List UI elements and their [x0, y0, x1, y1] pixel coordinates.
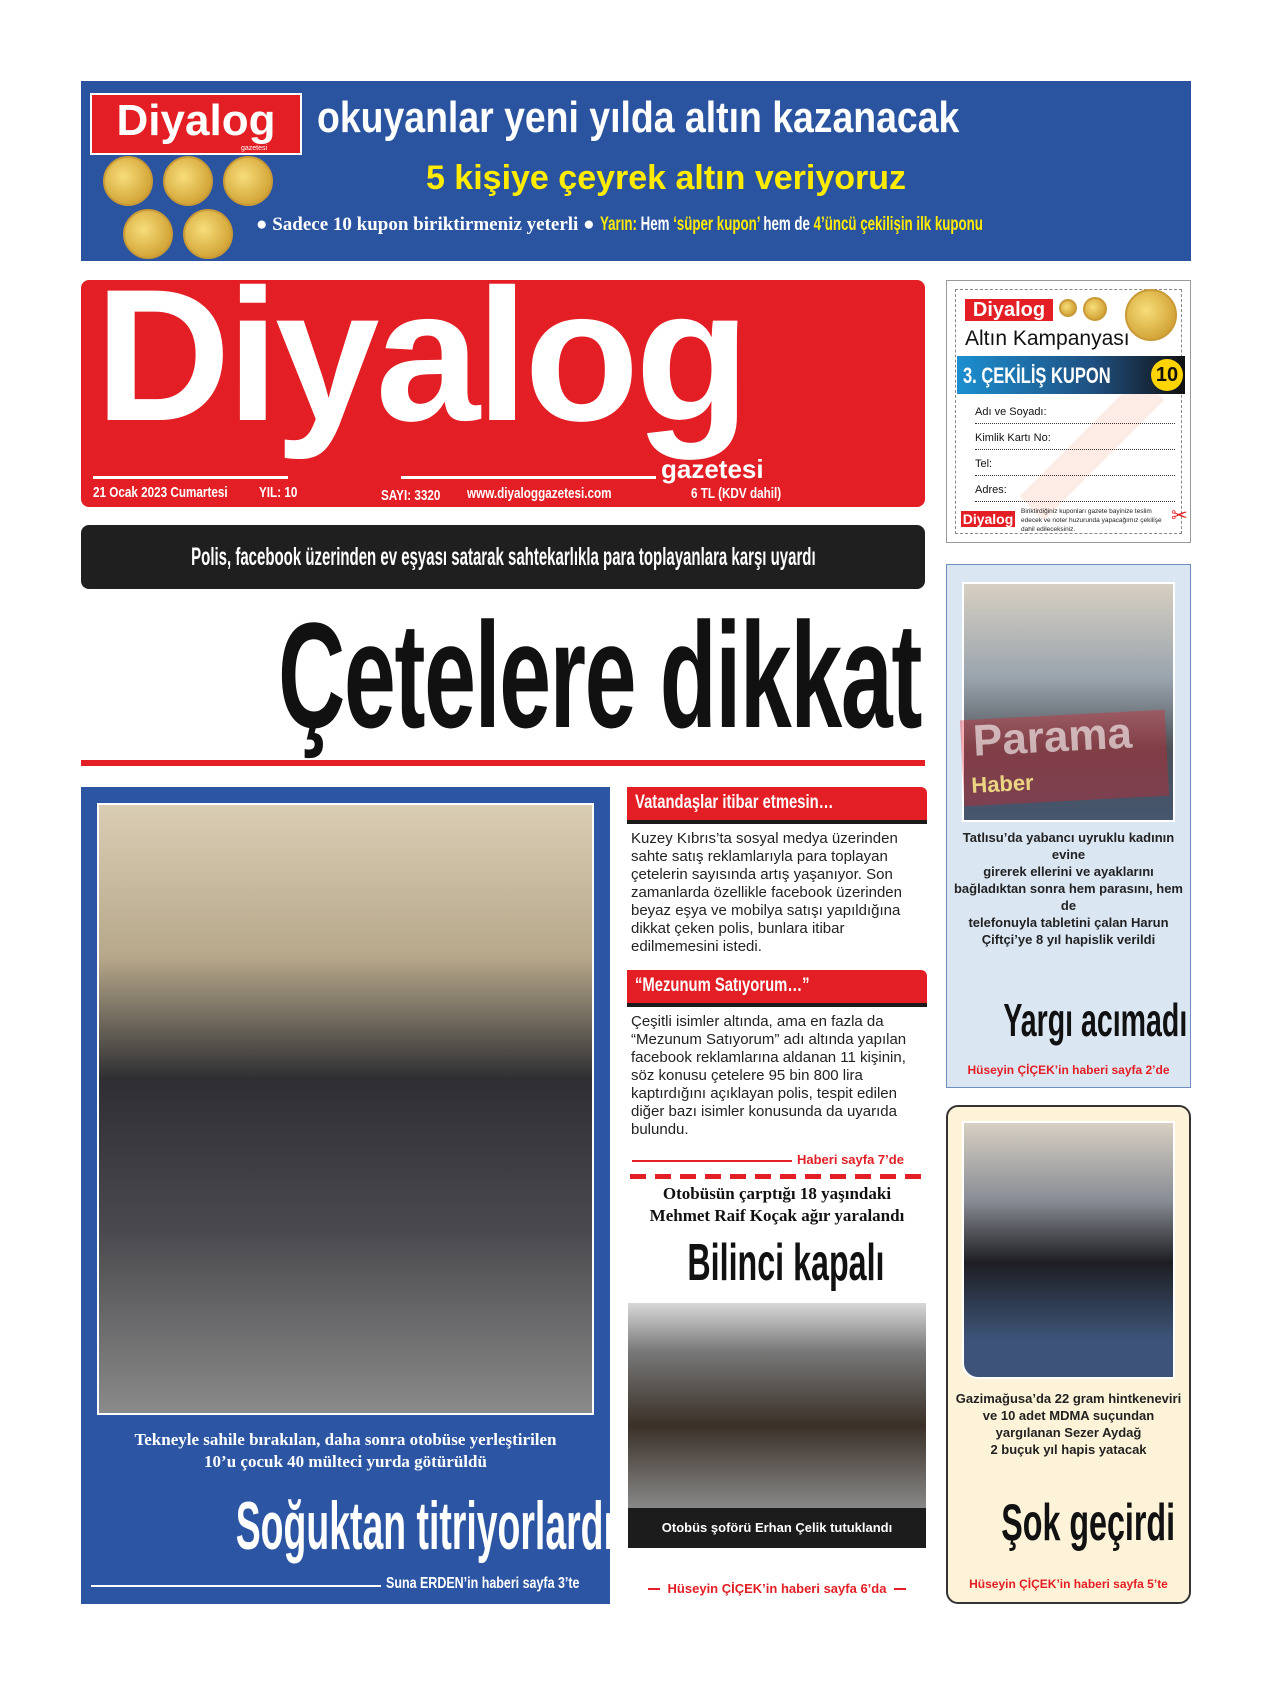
section-header: [627, 970, 927, 1003]
refugees-caption-line: Tekneyle sahile bırakılan, daha sonra otobüse yerleştirilen: [134, 1430, 557, 1449]
divider: [401, 476, 656, 479]
banner-logo-sub: gazetesi: [241, 145, 268, 152]
masthead-gazetesi: gazetesi: [661, 454, 764, 484]
masthead: [81, 280, 925, 507]
refugees-more-link[interactable]: Suna ERDEN’in haberi sayfa 3’te: [386, 1575, 580, 1592]
gold-coin-icon: [1059, 299, 1077, 317]
banner-info-tomorrow: [600, 214, 983, 236]
shock-headline: Şok geçirdi: [1001, 1494, 1176, 1552]
watermark-sub: Haber: [970, 769, 1035, 798]
banner-title: okuyanlar yeni yılda altın kazanacak: [317, 93, 960, 142]
verdict-caption-line: Tatlısu’da yabancı uyruklu kadının evine: [962, 830, 1175, 862]
verdict-headline: Yargı acımadı: [1003, 994, 1188, 1046]
verdict-caption-line: bağladıktan sonra hem parasını, hem de: [953, 881, 1183, 913]
bus-more: [627, 1580, 927, 1598]
promo-banner: [81, 81, 1191, 261]
coupon-note: Biriktirdiğiniz kuponları gazete bayinize teslim edecek ve noter huzurunda yapacağımız çekilişe dahil edileceksiniz.: [1021, 508, 1162, 533]
lead-kicker: Polis, facebook üzerinden ev eşyası satarak sahtekarlıkla para toplayanlara karşı uyardı: [190, 542, 816, 571]
bus-headline: Bilinci kapalı: [687, 1234, 885, 1292]
divider: [894, 1588, 906, 1590]
gold-coin-icon: [223, 156, 273, 206]
shock-caption-line: 2 buçuk yıl hapis yatacak: [990, 1442, 1147, 1457]
banner-text: ‘süper kupon’: [673, 214, 760, 235]
banner-text: hem de: [763, 214, 810, 235]
banner-info-white: ● Sadece 10 kupon biriktirmeniz yeterli ●: [256, 214, 595, 235]
coupon-footer-logo: Diyalog: [959, 509, 1017, 529]
verdict-story: [946, 564, 1191, 1088]
issue-date: 21 Ocak 2023 Cumartesi: [93, 484, 228, 501]
gold-coin-icon: [1125, 289, 1177, 341]
shock-caption: [952, 1390, 1185, 1458]
website-link[interactable]: www.diyaloggazetesi.com: [467, 485, 612, 502]
bus-photo: [628, 1303, 926, 1548]
shock-more: [948, 1575, 1189, 1593]
gold-coin-icon: [123, 209, 173, 259]
coupon-field-phone[interactable]: Tel:: [975, 453, 1175, 476]
shock-more-link[interactable]: Hüseyin ÇİÇEK’in haberi sayfa 5’te: [969, 1577, 1168, 1591]
coupon-title: 3. ÇEKİLİŞ KUPON: [963, 363, 1111, 388]
bus-photo-caption-bar: [628, 1508, 926, 1548]
section-title: “Mezunum Satıyorum…”: [635, 975, 810, 996]
verdict-caption: [952, 829, 1185, 948]
divider: [648, 1588, 660, 1590]
shock-story: [946, 1105, 1191, 1604]
refugees-photo: [97, 803, 594, 1415]
watermark-text: Parama: [971, 708, 1134, 766]
coupon-number: 10: [1151, 359, 1183, 391]
verdict-caption-line: telefonuyla tabletini çalan Harun: [968, 915, 1169, 930]
shock-photo: [962, 1121, 1175, 1379]
coupon-form: [975, 401, 1175, 502]
lead-body-2: Çeşitli isimler altında, ama en fazla da “Mezunum Satıyorum” adı altında yapılan facebook reklamlarına aldanan 11 kişinin, söz konusu çetelere 95 bin 800 lira kaptırdığını açıklayan polis, tespit edilen diğer bazı isimler konusunda da uyarıda bulundu.: [631, 1013, 907, 1138]
banner-logo-text: Diyalog: [116, 96, 276, 145]
verdict-caption-line: girerek ellerini ve ayaklarını: [983, 864, 1154, 879]
refugees-story: [81, 787, 614, 1604]
scissors-icon: ✂: [1171, 505, 1188, 527]
gold-campaign-coupon: [946, 280, 1191, 543]
bus-deck-line: Otobüsün çarptığı 18 yaşındaki: [662, 1184, 892, 1203]
coupon-field-id[interactable]: Kimlik Kartı No:: [975, 427, 1175, 450]
shock-caption-line: ve 10 adet MDMA suçundan: [982, 1408, 1155, 1423]
gold-coin-icon: [163, 156, 213, 206]
banner-subtitle: 5 kişiye çeyrek altın veriyoruz: [425, 159, 907, 197]
verdict-caption-line: Çiftçi’ye 8 yıl hapislik verildi: [981, 932, 1156, 947]
coupon-title-bar: [957, 356, 1185, 394]
coupon-logo: Diyalog: [963, 297, 1055, 323]
coupon-field-name[interactable]: Adı ve Soyadı:: [975, 401, 1175, 424]
divider: [632, 1160, 792, 1162]
refugees-caption: [81, 1429, 610, 1473]
lead-kicker-bar: [81, 525, 925, 589]
bus-deck: [627, 1183, 927, 1227]
gold-coin-icon: [1083, 297, 1107, 321]
banner-text: 4’üncü çekilişin ilk kuponu: [813, 214, 983, 235]
lead-headline: Çetelere dikkat: [278, 591, 922, 759]
section-title: Vatandaşlar itibar etmesin…: [635, 792, 834, 813]
lead-more-link[interactable]: Haberi sayfa 7’de: [797, 1152, 904, 1167]
refugees-caption-line: 10’u çocuk 40 mülteci yurda götürüldü: [204, 1452, 487, 1471]
coupon-campaign: Altın Kampanyası: [965, 327, 1130, 350]
headline-rule: [81, 760, 925, 766]
banner-text: Yarın:: [599, 214, 637, 235]
bus-more-link[interactable]: Hüseyin ÇİÇEK’in haberi sayfa 6’da: [667, 1581, 887, 1596]
shock-headline-wrap: [948, 1492, 1189, 1554]
lead-body-1: Kuzey Kıbrıs’ta sosyal medya üzerinden sahte satış reklamlarıyla para toplayan çetelerin sayısında artış yaşanıyor. Son zamanlarda özellikle facebook üzerinden beyaz eşya ve mobilya satışı yapıldığına dikkat çeken polis, bunlara itibar edilmemesini istedi.: [631, 830, 902, 955]
verdict-more-link[interactable]: Hüseyin ÇİÇEK’in haberi sayfa 2’de: [967, 1063, 1170, 1077]
bus-photo-caption: Otobüs şoförü Erhan Çelik tutuklandı: [661, 1520, 893, 1535]
masthead-logo: Diyalog: [95, 280, 747, 460]
section-header: [627, 787, 927, 820]
watermark-stamp: [960, 710, 1169, 807]
divider: [91, 1585, 381, 1587]
divider: [93, 476, 288, 479]
verdict-more: [947, 1061, 1190, 1079]
refugees-headline-wrap: [81, 1487, 614, 1565]
verdict-headline-wrap: [947, 993, 1190, 1047]
lead-headline-wrap: [81, 591, 925, 759]
shock-caption-line: Gazimağusa’da 22 gram hintkeneviri: [955, 1391, 1182, 1406]
banner-logo: [90, 93, 302, 155]
banner-text: Hem: [640, 214, 670, 235]
dashed-divider: [630, 1174, 927, 1179]
bus-headline-wrap: [627, 1232, 927, 1294]
issue-price: 6 TL (KDV dahil): [691, 485, 782, 502]
gold-coin-icon: [103, 156, 153, 206]
coupon-field-address[interactable]: Adres:: [975, 479, 1175, 502]
issue-year: YIL: 10: [259, 484, 298, 501]
shock-caption-line: yargılanan Sezer Aydağ: [995, 1425, 1142, 1440]
banner-info-line: [256, 214, 1147, 236]
bus-deck-line: Mehmet Raif Koçak ağır yaralandı: [649, 1206, 905, 1225]
issue-number: SAYI: 3320: [381, 487, 441, 504]
gold-coin-icon: [183, 209, 233, 259]
refugees-headline: Soğuktan titriyorlardı: [235, 1488, 614, 1564]
